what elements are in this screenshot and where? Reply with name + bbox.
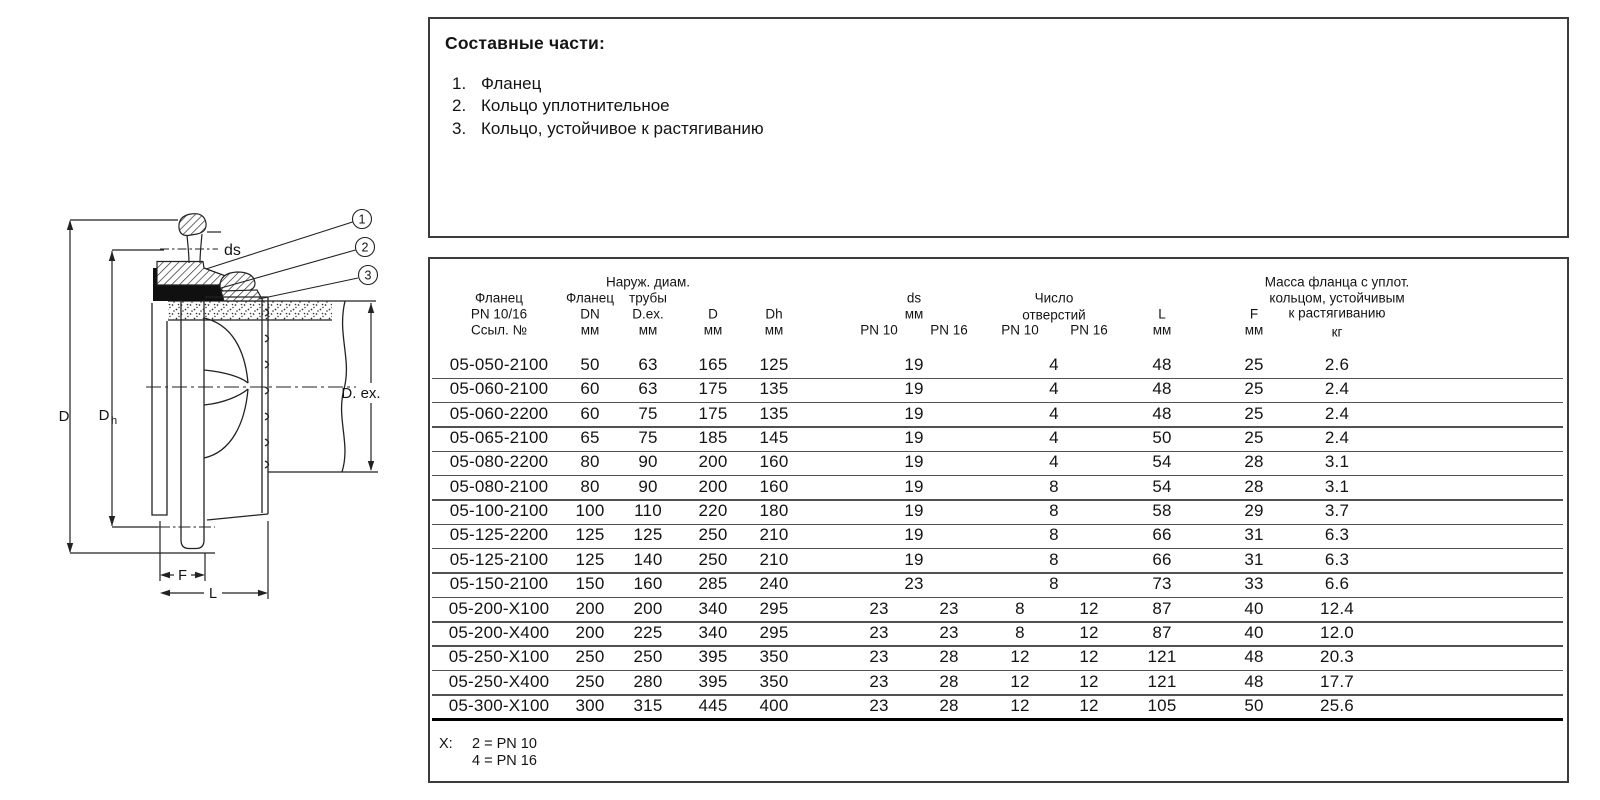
header-ds-sub-1: PN 16 xyxy=(930,322,968,338)
row8-d: 250 xyxy=(698,525,728,545)
row14-ds-1: 28 xyxy=(939,671,959,691)
row10-ds: 23 xyxy=(904,574,924,594)
components-box xyxy=(428,17,1569,238)
row1-ref: 05-050-2100 xyxy=(449,355,549,374)
header-dn-1: DN xyxy=(580,306,600,322)
header-dex-3: мм xyxy=(638,322,658,338)
row3-holes: 4 xyxy=(1049,403,1059,423)
row6-f: 28 xyxy=(1244,476,1264,496)
footnote-prefix: X: xyxy=(439,736,453,752)
row4-d: 185 xyxy=(698,428,728,448)
header-dn-0: Фланец xyxy=(566,290,614,306)
row12-f: 40 xyxy=(1244,622,1264,642)
row3-l: 48 xyxy=(1152,403,1172,423)
row10-mass: 6.6 xyxy=(1324,574,1350,594)
row7-dh: 180 xyxy=(759,501,789,521)
bolt-head xyxy=(179,214,206,236)
row2-ds: 19 xyxy=(904,379,924,399)
header-holes-sub-0: PN 10 xyxy=(1001,322,1039,338)
row7-ref: 05-100-2100 xyxy=(449,501,549,521)
row3-f: 25 xyxy=(1244,403,1264,423)
header-dh-0: Dh xyxy=(765,306,783,322)
row5-dn: 80 xyxy=(580,452,600,472)
row3-dex: 75 xyxy=(638,403,658,423)
row1-dn: 50 xyxy=(580,355,600,374)
callout-2: 2 xyxy=(361,240,369,255)
header-holes-title-1: отверстий xyxy=(1022,307,1086,323)
row6-mass: 3.1 xyxy=(1324,476,1350,496)
row8-f: 31 xyxy=(1244,525,1264,545)
label-l: L xyxy=(208,586,218,602)
header-mass-2: к растягиванию xyxy=(1288,305,1386,321)
label-f: F xyxy=(178,568,187,584)
header-dex-2: D.ex. xyxy=(632,306,664,322)
row14-ref: 05-250-X400 xyxy=(448,671,550,691)
row11-dex: 200 xyxy=(633,598,663,618)
row13-d: 395 xyxy=(698,647,728,667)
row11-d: 340 xyxy=(698,598,728,618)
row12-mass: 12.0 xyxy=(1320,622,1354,642)
row3-dn: 60 xyxy=(580,403,600,423)
row-separator xyxy=(432,451,1563,453)
header-holes-title-0: Число xyxy=(1034,290,1074,306)
row15-dex: 315 xyxy=(633,695,663,715)
row9-dn: 125 xyxy=(575,549,605,569)
row7-ds: 19 xyxy=(904,501,924,521)
header-f-1: мм xyxy=(1244,322,1264,338)
row15-d: 445 xyxy=(698,695,728,715)
row13-holes-0: 12 xyxy=(1010,647,1030,667)
row8-ref: 05-125-2200 xyxy=(449,525,549,545)
row8-ds: 19 xyxy=(904,525,924,545)
row7-l: 58 xyxy=(1152,501,1172,521)
row11-f: 40 xyxy=(1244,598,1264,618)
row2-mass: 2.4 xyxy=(1324,379,1350,399)
row2-d: 175 xyxy=(698,379,728,399)
row14-d: 395 xyxy=(698,671,728,691)
row12-dn: 200 xyxy=(575,622,605,642)
row6-dh: 160 xyxy=(759,476,789,496)
row11-holes-0: 8 xyxy=(1015,598,1025,618)
label-ds: ds xyxy=(224,242,241,259)
row15-dn: 300 xyxy=(575,695,605,715)
header-holes-sub-1: PN 16 xyxy=(1070,322,1108,338)
row11-mass: 12.4 xyxy=(1320,598,1354,618)
header-dex-1: трубы xyxy=(629,290,667,306)
row13-dh: 350 xyxy=(759,647,789,667)
row13-holes-1: 12 xyxy=(1079,647,1099,667)
row1-holes: 4 xyxy=(1049,355,1059,374)
header-ds-title-1: мм xyxy=(904,306,924,322)
row3-ds: 19 xyxy=(904,403,924,423)
row6-dex: 90 xyxy=(638,476,658,496)
row1-dex: 63 xyxy=(638,355,658,374)
grip-ring-hatched xyxy=(220,272,255,292)
row15-ref: 05-300-X100 xyxy=(448,695,550,715)
row1-dh: 125 xyxy=(759,355,789,374)
header-dh-1: мм xyxy=(764,322,784,338)
row5-dex: 90 xyxy=(638,452,658,472)
row5-dh: 160 xyxy=(759,452,789,472)
row13-f: 48 xyxy=(1244,647,1264,667)
row1-d: 165 xyxy=(698,355,728,374)
row6-ds: 19 xyxy=(904,476,924,496)
row2-dex: 63 xyxy=(638,379,658,399)
component-number: 3. xyxy=(452,118,467,138)
header-flange_ref-1: PN 10/16 xyxy=(470,306,528,322)
row4-ref: 05-065-2100 xyxy=(449,428,549,448)
row11-l: 87 xyxy=(1152,598,1172,618)
row9-f: 31 xyxy=(1244,549,1264,569)
row2-holes: 4 xyxy=(1049,379,1059,399)
header-ds-title-0: ds xyxy=(906,290,922,306)
header-ds-sub-0: PN 10 xyxy=(860,322,898,338)
row14-dex: 280 xyxy=(633,671,663,691)
row-separator xyxy=(432,475,1563,477)
row5-ds: 19 xyxy=(904,452,924,472)
row9-l: 66 xyxy=(1152,549,1172,569)
row12-ds-0: 23 xyxy=(869,622,889,642)
row15-dh: 400 xyxy=(759,695,789,715)
row-separator xyxy=(432,426,1563,428)
row3-dh: 135 xyxy=(759,403,789,423)
row6-d: 200 xyxy=(698,476,728,496)
bolt-shank xyxy=(181,300,204,549)
row9-ref: 05-125-2100 xyxy=(449,549,549,569)
component-item xyxy=(452,118,764,140)
row5-l: 54 xyxy=(1152,452,1172,472)
row13-ref: 05-250-X100 xyxy=(448,647,550,667)
row15-ds-1: 28 xyxy=(939,695,959,715)
flange-section-drawing xyxy=(40,192,400,612)
header-mass-3: кг xyxy=(1331,324,1343,340)
row7-d: 220 xyxy=(698,501,728,521)
row12-holes-0: 8 xyxy=(1015,622,1025,642)
header-dn-2: мм xyxy=(580,322,600,338)
row14-f: 48 xyxy=(1244,671,1264,691)
row14-dn: 250 xyxy=(575,671,605,691)
row8-dh: 210 xyxy=(759,525,789,545)
row14-mass: 17.7 xyxy=(1320,671,1354,691)
row4-ds: 19 xyxy=(904,428,924,448)
row9-mass: 6.3 xyxy=(1324,549,1350,569)
header-dex-0: Наруж. диам. xyxy=(605,274,691,290)
row11-dn: 200 xyxy=(575,598,605,618)
row4-l: 50 xyxy=(1152,428,1172,448)
row6-dn: 80 xyxy=(580,476,600,496)
label-d: D xyxy=(58,408,70,425)
flange-body xyxy=(152,297,269,549)
row2-dh: 135 xyxy=(759,379,789,399)
components-title: Составные части: xyxy=(445,33,605,53)
pipe-wall-stipple xyxy=(168,302,332,320)
row9-dh: 210 xyxy=(759,549,789,569)
header-d-0: D xyxy=(708,306,718,322)
row15-holes-1: 12 xyxy=(1079,695,1099,715)
row4-mass: 2.4 xyxy=(1324,428,1350,448)
row11-ds-0: 23 xyxy=(869,598,889,618)
row5-ref: 05-080-2200 xyxy=(449,452,549,472)
row14-dh: 350 xyxy=(759,671,789,691)
row7-dn: 100 xyxy=(575,501,605,521)
row4-holes: 4 xyxy=(1049,428,1059,448)
row13-l: 121 xyxy=(1147,647,1177,667)
label-dh-sub: h xyxy=(111,415,118,427)
row13-ds-1: 28 xyxy=(939,647,959,667)
row12-ref: 05-200-X400 xyxy=(448,622,550,642)
header-mass-0: Масса фланца с уплот. xyxy=(1264,274,1410,290)
row7-f: 29 xyxy=(1244,501,1264,521)
row6-holes: 8 xyxy=(1049,476,1059,496)
dimension-l xyxy=(160,521,268,602)
row11-ds-1: 23 xyxy=(939,598,959,618)
row7-mass: 3.7 xyxy=(1324,501,1350,521)
row8-dn: 125 xyxy=(575,525,605,545)
header-l-0: L xyxy=(1158,306,1166,322)
row9-d: 250 xyxy=(698,549,728,569)
row3-mass: 2.4 xyxy=(1324,403,1350,423)
row13-dn: 250 xyxy=(575,647,605,667)
row3-ref: 05-060-2200 xyxy=(449,403,549,423)
header-l-1: мм xyxy=(1152,322,1172,338)
row12-holes-1: 12 xyxy=(1079,622,1099,642)
row2-l: 48 xyxy=(1152,379,1172,399)
row15-mass: 25.6 xyxy=(1320,695,1354,715)
component-number: 1. xyxy=(452,74,467,94)
row7-holes: 8 xyxy=(1049,501,1059,521)
row6-l: 54 xyxy=(1152,476,1172,496)
callout-1: 1 xyxy=(358,212,366,227)
row9-ds: 19 xyxy=(904,549,924,569)
spec-table xyxy=(428,257,1569,783)
row5-f: 28 xyxy=(1244,452,1264,472)
row9-dex: 140 xyxy=(633,549,663,569)
row1-l: 48 xyxy=(1152,355,1172,374)
dimension-dex xyxy=(341,303,380,471)
row4-dn: 65 xyxy=(580,428,600,448)
row5-holes: 4 xyxy=(1049,452,1059,472)
row1-ds: 19 xyxy=(904,355,924,374)
footnote-line: 2 = PN 10 xyxy=(472,736,537,752)
seal-assembly xyxy=(153,214,263,301)
row12-dh: 295 xyxy=(759,622,789,642)
row8-dex: 125 xyxy=(633,525,663,545)
component-label: Кольцо, устойчивое к растягиванию xyxy=(481,118,764,138)
footnote-line: 4 = PN 16 xyxy=(472,753,537,769)
row15-holes-0: 12 xyxy=(1010,695,1030,715)
header-f-0: F xyxy=(1249,306,1259,322)
row15-l: 105 xyxy=(1147,695,1177,715)
row14-l: 121 xyxy=(1147,671,1177,691)
row8-mass: 6.3 xyxy=(1324,525,1350,545)
row4-f: 25 xyxy=(1244,428,1264,448)
header-mass-1: кольцом, устойчивым xyxy=(1269,290,1405,306)
row13-dex: 250 xyxy=(633,647,663,667)
row1-f: 25 xyxy=(1244,355,1264,374)
header-d-1: мм xyxy=(703,322,723,338)
row15-f: 50 xyxy=(1244,695,1264,715)
header-flange_ref-2: Ссыл. № xyxy=(470,322,528,338)
row10-ref: 05-150-2100 xyxy=(449,574,549,594)
header-flange_ref-0: Фланец xyxy=(475,290,523,306)
row12-l: 87 xyxy=(1152,622,1172,642)
label-dex: D. ex. xyxy=(341,385,381,402)
label-dh: D xyxy=(98,407,110,424)
component-item xyxy=(452,73,764,95)
row-separator xyxy=(432,718,1563,720)
row5-mass: 3.1 xyxy=(1324,452,1350,472)
row10-l: 73 xyxy=(1152,574,1172,594)
row13-mass: 20.3 xyxy=(1320,647,1354,667)
component-label: Фланец xyxy=(481,74,542,94)
row11-dh: 295 xyxy=(759,598,789,618)
row12-dex: 225 xyxy=(633,622,663,642)
row6-ref: 05-080-2100 xyxy=(449,476,549,496)
row10-dex: 160 xyxy=(633,574,663,594)
grip-band-hatched xyxy=(221,290,263,301)
row10-dn: 150 xyxy=(575,574,605,594)
row14-ds-0: 23 xyxy=(869,671,889,691)
row11-ref: 05-200-X100 xyxy=(448,598,550,618)
row10-holes: 8 xyxy=(1049,574,1059,594)
components-list xyxy=(452,73,764,140)
callout-3: 3 xyxy=(364,268,372,283)
row12-d: 340 xyxy=(698,622,728,642)
row10-d: 285 xyxy=(698,574,728,594)
row8-l: 66 xyxy=(1152,525,1172,545)
row9-holes: 8 xyxy=(1049,549,1059,569)
row11-holes-1: 12 xyxy=(1079,598,1099,618)
row7-dex: 110 xyxy=(634,501,662,521)
component-item xyxy=(452,95,764,117)
row10-dh: 240 xyxy=(759,574,789,594)
row10-f: 33 xyxy=(1244,574,1264,594)
row5-d: 200 xyxy=(698,452,728,472)
row4-dex: 75 xyxy=(638,428,658,448)
component-number: 2. xyxy=(452,96,467,116)
row15-ds-0: 23 xyxy=(869,695,889,715)
row1-mass: 2.6 xyxy=(1324,355,1350,374)
row14-holes-0: 12 xyxy=(1010,671,1030,691)
row2-dn: 60 xyxy=(580,379,600,399)
component-label: Кольцо уплотнительное xyxy=(481,96,670,116)
row4-dh: 145 xyxy=(759,428,789,448)
row13-ds-0: 23 xyxy=(869,647,889,667)
row12-ds-1: 23 xyxy=(939,622,959,642)
row-separator xyxy=(432,402,1563,404)
row14-holes-1: 12 xyxy=(1079,671,1099,691)
row-separator xyxy=(432,378,1563,380)
row3-d: 175 xyxy=(698,403,728,423)
row2-ref: 05-060-2100 xyxy=(449,379,549,399)
row8-holes: 8 xyxy=(1049,525,1059,545)
row2-f: 25 xyxy=(1244,379,1264,399)
